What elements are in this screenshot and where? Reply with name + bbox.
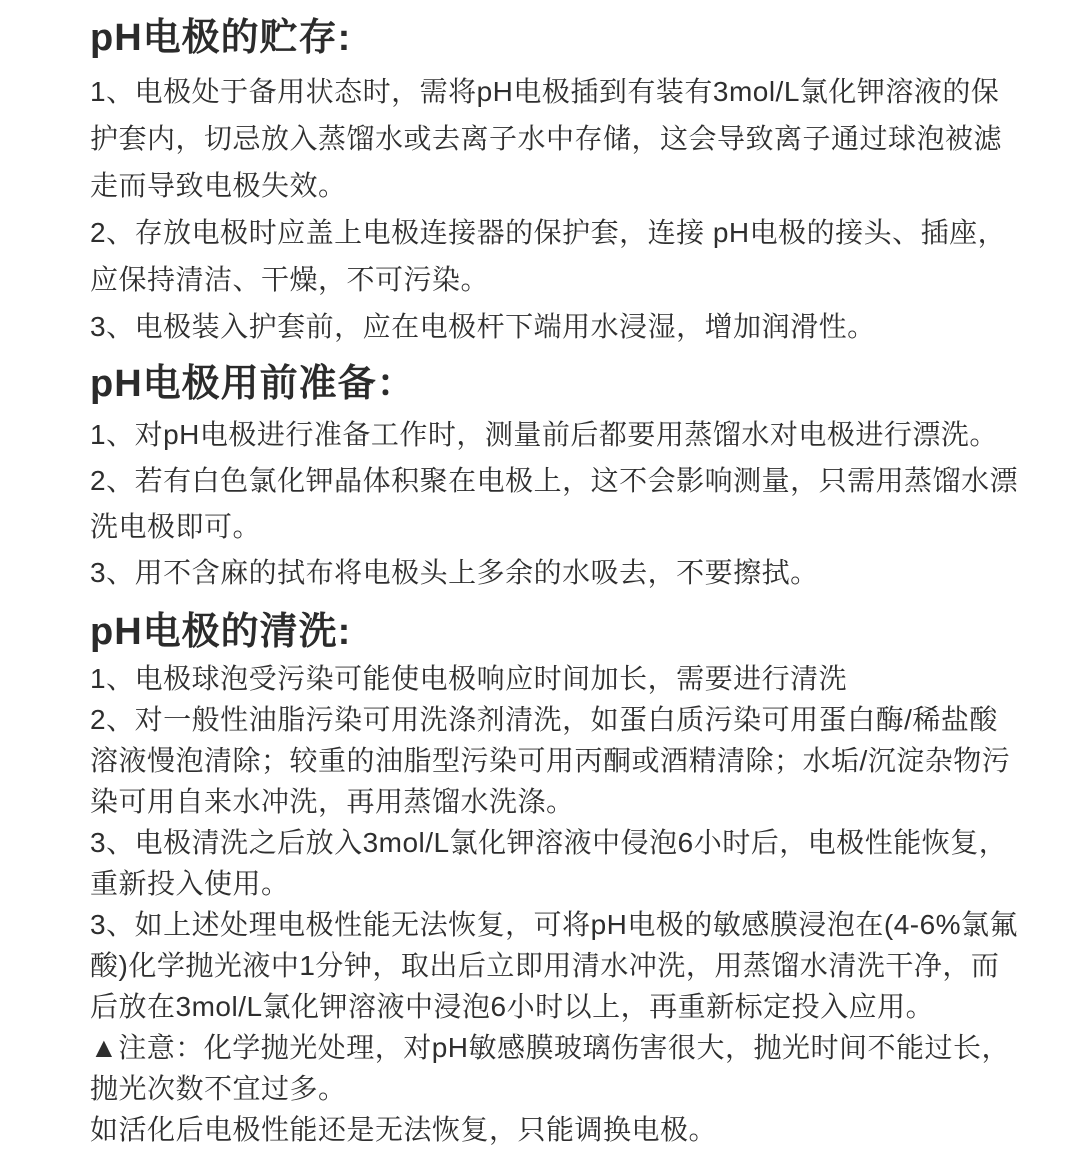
section-cleaning [90,612,1026,1150]
section-storage [90,18,1026,350]
paragraph: 1、电极球泡受污染可能使电极响应时间加长，需要进行清洗 [90,663,848,694]
section-paragraphs [90,412,1026,596]
section-paragraphs [90,68,1026,350]
paragraph: 1、对pH电极进行准备工作时，测量前后都要用蒸馏水对电极进行漂洗。 [90,419,998,450]
paragraph: 3、用不含麻的拭布将电极头上多余的水吸去，不要擦拭。 [90,557,819,588]
paragraph: 2、存放电极时应盖上电极连接器的保护套，连接 pH电极的接头、插座，应保持清洁、干燥，不可污染。 [90,217,1007,295]
paragraph: 2、对一般性油脂污染可用洗涤剂清洗，如蛋白质污染可用蛋白酶/稀盐酸溶液慢泡清除；较重的油脂型污染可用丙酮或酒精清除；水垢/沉淀杂物污染可用自来水冲洗，再用蒸馏水洗涤。 [90,704,1011,817]
paragraph: ▲注意：化学抛光处理，对pH敏感膜玻璃伤害很大，抛光时间不能过长，抛光次数不宜过多。 [90,1032,1011,1104]
paragraph: 3、电极装入护套前，应在电极杆下端用水浸湿，增加润滑性。 [90,311,876,342]
paragraph: 3、如上述处理电极性能无法恢复，可将pH电极的敏感膜浸泡在(4-6%氯氟酸)化学抛光液中1分钟，取出后立即用清水冲洗，用蒸馏水清洗干净，而后放在3mol/L氯化钾溶液中浸泡6小时以上，再重新标定投入应用。 [90,909,1019,1022]
section-heading: pH电极用前准备： [90,363,416,405]
paragraph: 1、电极处于备用状态时，需将pH电极插到有装有3mol/L氯化钾溶液的保护套内，切忌放入蒸馏水或去离子水中存储，这会导致离子通过球泡被滤走而导致电极失效。 [90,76,1003,201]
section-preparation [90,364,1026,596]
paragraph: 如活化后电极性能还是无法恢复，只能调换电极。 [90,1114,718,1145]
section-paragraphs [90,658,1026,1150]
section-heading: pH电极的清洗: [90,611,352,653]
paragraph: 3、电极清洗之后放入3mol/L氯化钾溶液中侵泡6小时后，电极性能恢复，重新投入使用。 [90,827,1008,899]
section-heading: pH电极的贮存: [90,17,352,59]
paragraph: 2、若有白色氯化钾晶体积聚在电极上，这不会影响测量，只需用蒸馏水漂洗电极即可。 [90,465,1019,542]
